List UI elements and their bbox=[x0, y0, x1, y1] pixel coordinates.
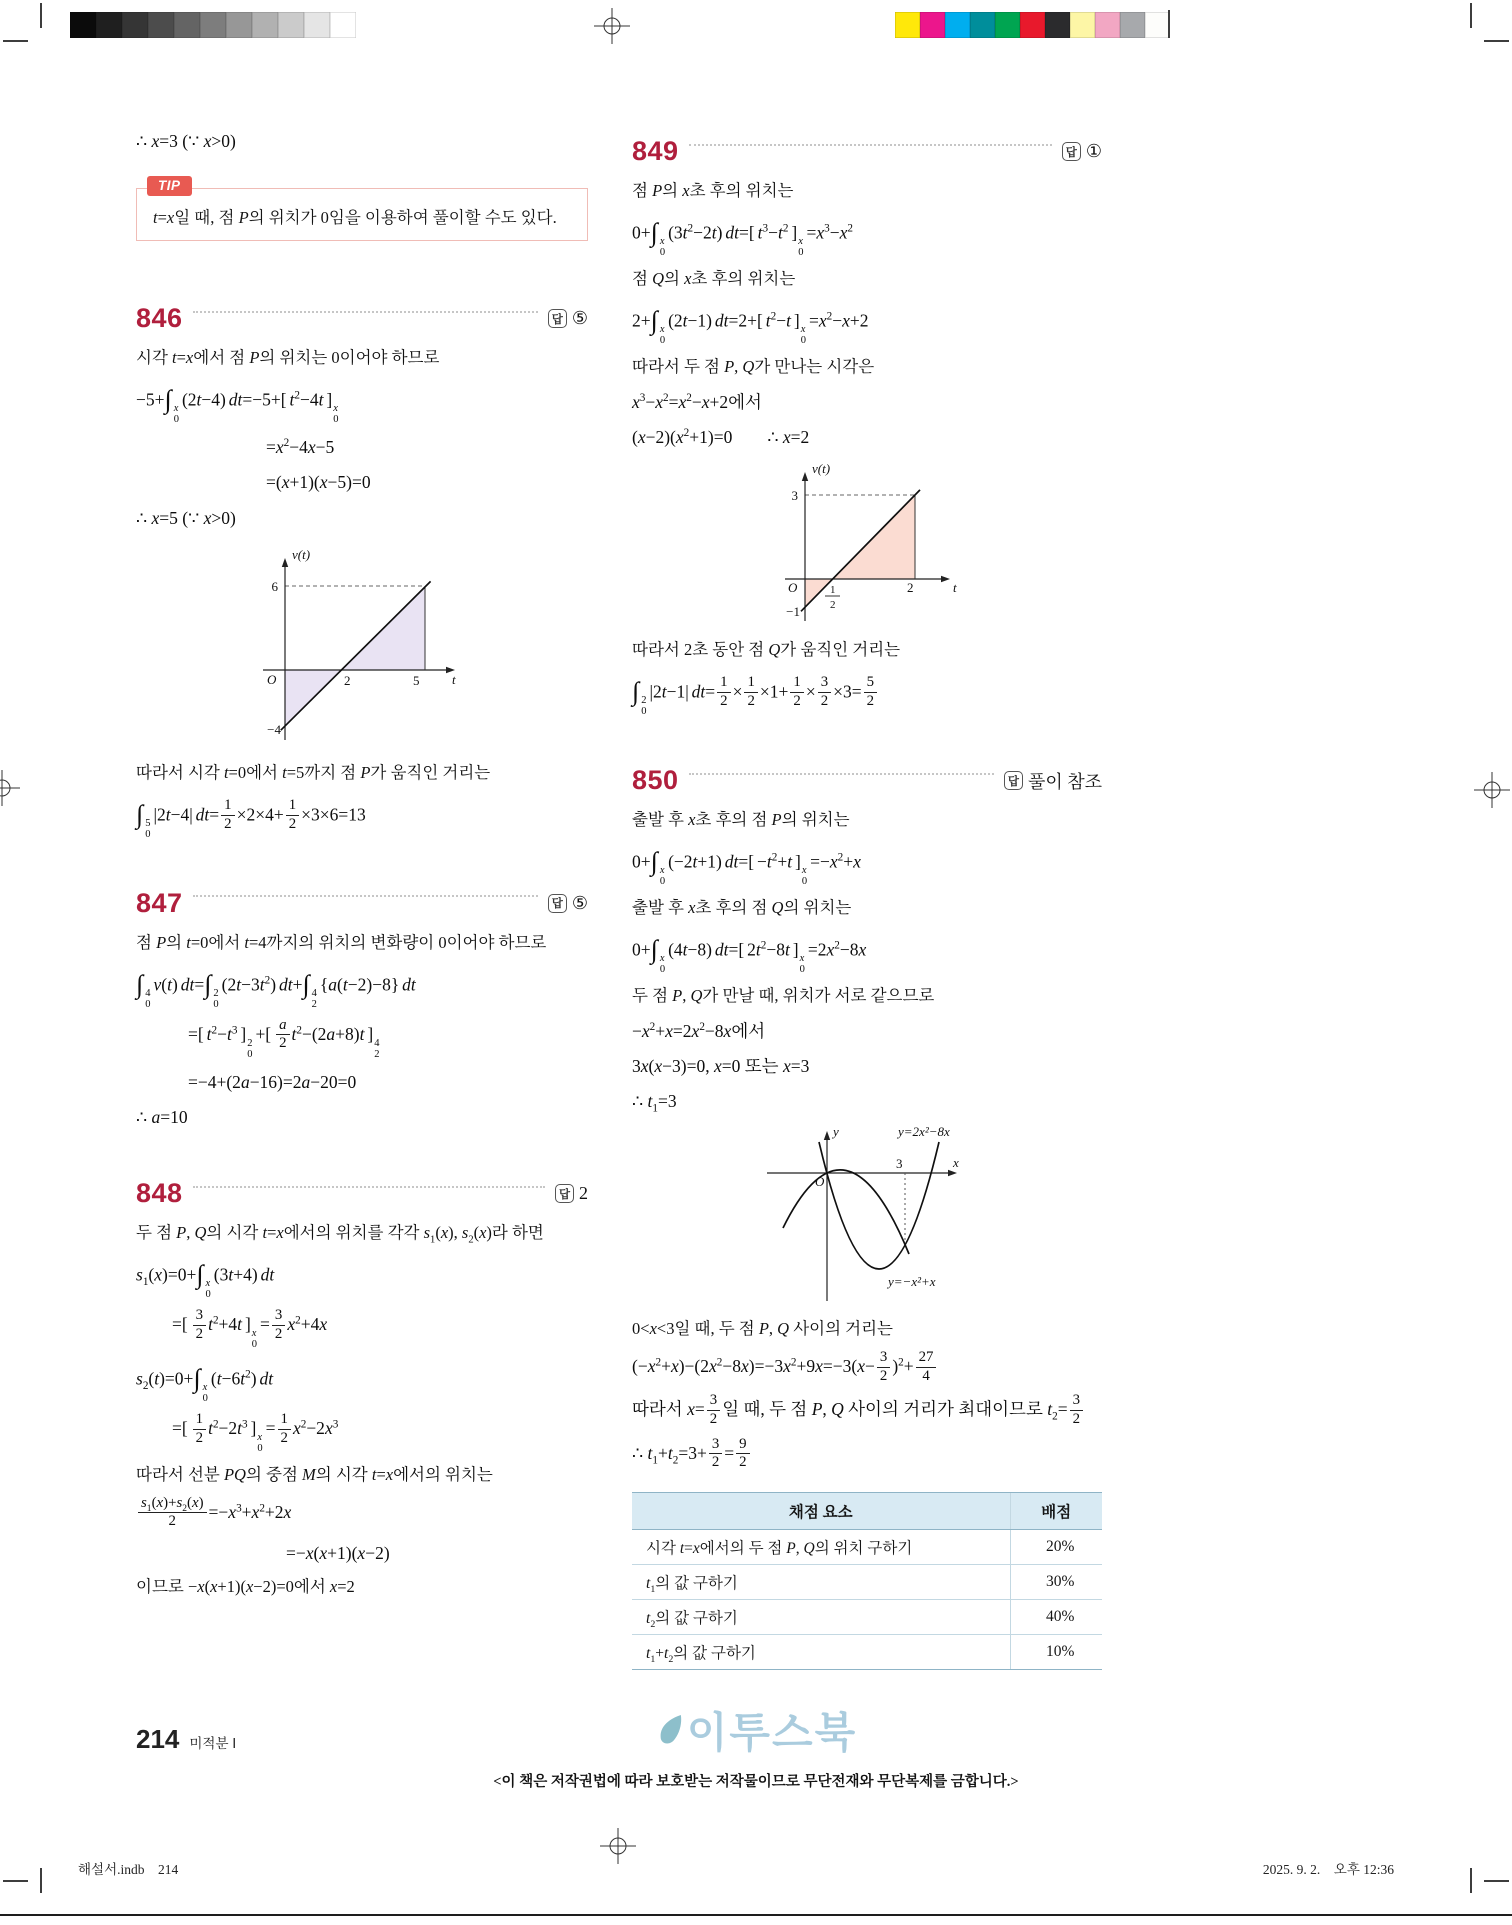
crop-mark bbox=[40, 3, 42, 28]
problem-number: 849 bbox=[632, 136, 679, 166]
problem-848 bbox=[136, 1178, 588, 1600]
math-line: =[ $\frac{1}{2}$ $t^2-2t^3$ ] x 0 = $\frac{1}{2}$ $x^2-2x^3$ bbox=[172, 1411, 339, 1455]
velocity-time-graph-849 bbox=[760, 459, 975, 629]
graph-v-axis-label: v(t) bbox=[811, 461, 830, 477]
math-line: 2+∫ x 0 (2t−1) dt=2+[ $t^2-t$ ] x 0 $=x^2-x+2$ bbox=[632, 305, 869, 346]
solution-text: 따라서 두 점 P, Q가 만나는 시각은 bbox=[632, 356, 875, 376]
graph-tick-half-den: 2 bbox=[829, 599, 835, 612]
solution-text: 이므로 −x(x+1)(x−2)=0에서 x=2 bbox=[136, 1577, 355, 1597]
problem-850 bbox=[632, 765, 1102, 1670]
math-line: $-x^2+x=2x^2-8x$에서 bbox=[632, 1020, 766, 1041]
answer-value: ⑤ bbox=[571, 308, 588, 329]
math-line: $=x^2-4x-5$ bbox=[266, 437, 335, 458]
answer-badge bbox=[1062, 141, 1102, 162]
answer-badge bbox=[548, 893, 588, 914]
answer-value: 풀이 참조 bbox=[1027, 771, 1102, 792]
math-line: ∴ $t_1=3$ bbox=[632, 1091, 677, 1115]
math-line: ∴ a=10 bbox=[136, 1106, 188, 1127]
graph-tick-3: 3 bbox=[791, 488, 798, 504]
answer-icon: 답 bbox=[548, 894, 567, 913]
page-footer bbox=[136, 1724, 236, 1755]
graph-origin-label: O bbox=[787, 580, 797, 596]
solution-text: 0<x<3일 때, 두 점 P, Q 사이의 거리는 bbox=[632, 1319, 893, 1339]
crop-mark bbox=[1484, 40, 1509, 42]
problem-number: 848 bbox=[136, 1178, 183, 1209]
problem-847 bbox=[136, 888, 588, 1130]
tip-text: t=x일 때, 점 P의 위치가 0임을 이용하여 풀이할 수도 있다. bbox=[153, 208, 557, 228]
graph-tick-6: 6 bbox=[271, 578, 278, 594]
left-column bbox=[136, 128, 588, 1609]
graph-tick-2: 2 bbox=[343, 672, 350, 688]
problem-number: 846 bbox=[136, 303, 183, 334]
math-line: −5+∫ x 0 (2t−4) dt=−5+[ $t^2-4t$ ] x 0 bbox=[136, 385, 339, 426]
crop-mark bbox=[1470, 3, 1472, 28]
copyright-notice: <이 책은 저작권법에 따라 보호받는 저작물이므로 무단전재와 무단복제를 금합니다.> bbox=[493, 1774, 1019, 1790]
solution-text: 점 Q의 x초 후의 위치는 bbox=[632, 268, 796, 288]
problem-847-header bbox=[136, 888, 588, 919]
graph-tick-half-num: 1 bbox=[829, 584, 835, 597]
right-column bbox=[632, 136, 1102, 1670]
solution-text: 출발 후 x초 후의 점 P의 위치는 bbox=[632, 810, 850, 830]
strip-end-mark bbox=[1168, 10, 1170, 38]
registration-mark-bottom bbox=[600, 1828, 636, 1864]
answer-badge bbox=[1004, 768, 1102, 794]
solution-text: 점 P의 t=0에서 t=4까지의 위치의 변화량이 0이어야 하므로 bbox=[136, 932, 547, 952]
math-line: 0+∫ x 0 (−2t+1) dt=[ $-t^2+t$ ] x 0 $=-x^2+x$ bbox=[632, 846, 861, 887]
problem-848-header bbox=[136, 1178, 588, 1209]
registration-mark-right bbox=[1474, 772, 1510, 808]
grading-criteria: 시각 t=x에서의 두 점 P, Q의 위치 구하기 bbox=[632, 1529, 1010, 1564]
grading-criteria: $t_1+t_2$의 값 구하기 bbox=[632, 1634, 1010, 1669]
math-line: ∫ 5 0 |2t−4| dt= $\frac{1}{2}$ ×2×4+ $\frac{1}{2}$ ×3×6=13 bbox=[136, 796, 366, 840]
math-line: 3x(x−3)=0, x=0 또는 x=3 bbox=[632, 1055, 810, 1076]
chapter-label: 미적분 Ⅰ bbox=[189, 1736, 237, 1751]
answer-icon: 답 bbox=[548, 309, 567, 328]
page-number: 214 bbox=[136, 1724, 180, 1754]
answer-icon: 답 bbox=[1004, 771, 1023, 790]
answer-value: ① bbox=[1085, 141, 1102, 161]
crop-mark bbox=[1470, 1868, 1472, 1893]
print-file-info: 해설서.indb 214 bbox=[78, 1862, 179, 1877]
math-line: =−4+(2a−16)=2a−20=0 bbox=[188, 1071, 357, 1092]
math-line: 0+∫ x 0 $(3t^2-2t)$ dt=[ $t^3-t^2$ ] x 0 $=x^3-x^2$ bbox=[632, 217, 853, 258]
math-line: =−x(x+1)(x−2) bbox=[286, 1543, 390, 1564]
math-line: $s_1(x)=0+\int$ x 0 (3t+4) dt bbox=[136, 1259, 275, 1301]
math-line: =[ $\frac{3}{2}$ $t^2+4t$ ] x 0 = $\frac{3}{2}$ $x^2+4x$ bbox=[172, 1307, 328, 1351]
graph-850-wrapper bbox=[632, 1123, 1102, 1308]
problem-number: 850 bbox=[632, 765, 679, 796]
math-line: $(x-2)(x^2+1)=0$ ∴ x=2 bbox=[632, 426, 810, 447]
grading-table-row bbox=[632, 1529, 1102, 1564]
solution-text: 두 점 P, Q가 만날 때, 위치가 서로 같으므로 bbox=[632, 985, 935, 1005]
math-line: $s_2(t)=0+\int$ x 0 $(t-6t^2)$ dt bbox=[136, 1364, 274, 1405]
curve-label-2x2-8x: y=2x²−8x bbox=[898, 1124, 950, 1140]
solution-text: 출발 후 x초 후의 점 Q의 위치는 bbox=[632, 897, 852, 917]
tip-label: TIP bbox=[147, 176, 192, 196]
problem-849 bbox=[632, 136, 1102, 717]
color-strip bbox=[895, 12, 1170, 38]
grading-points: 20% bbox=[1010, 1529, 1102, 1564]
math-line: ∴ $t_1+t_2=3+$ $\frac{3}{2}$ = $\frac{9}{2}$ bbox=[632, 1438, 1102, 1472]
graph-y-axis-label: y bbox=[833, 1124, 839, 1140]
grading-table-row bbox=[632, 1599, 1102, 1634]
grading-table-header-row bbox=[632, 1492, 1102, 1529]
dotted-leader bbox=[689, 773, 994, 775]
dotted-leader bbox=[193, 895, 538, 897]
answer-value: 2 bbox=[579, 1183, 588, 1204]
tip-box bbox=[136, 178, 588, 241]
grading-table bbox=[632, 1492, 1102, 1670]
grading-table-row bbox=[632, 1634, 1102, 1669]
graph-origin-label: O bbox=[266, 671, 276, 687]
answer-icon: 답 bbox=[1062, 142, 1081, 161]
print-datetime: 2025. 9. 2. 오후 12:36 bbox=[1262, 1862, 1394, 1877]
dotted-leader bbox=[193, 311, 538, 313]
grading-points: 30% bbox=[1010, 1564, 1102, 1599]
problem-846 bbox=[136, 303, 588, 840]
carryover-conclusion: ∴ x=3 (∵ x>0) bbox=[136, 131, 236, 151]
math-line: 따라서 x= $\frac{3}{2}$ 일 때, 두 점 P, Q 사이의 거리가 최대이므로 $t_2=$ $\frac{3}{2}$ bbox=[632, 1394, 1102, 1428]
solution-text: 점 P의 x초 후의 위치는 bbox=[632, 181, 794, 200]
solution-text: 따라서 2초 동안 점 Q가 움직인 거리는 bbox=[632, 640, 901, 660]
grading-criteria: $t_2$의 값 구하기 bbox=[632, 1599, 1010, 1634]
crop-mark bbox=[40, 1868, 42, 1893]
graph-t-axis-label: t bbox=[451, 671, 456, 687]
dotted-leader bbox=[689, 144, 1052, 146]
grayscale-strip bbox=[70, 12, 356, 38]
logo-text: 이투스북 bbox=[686, 1709, 858, 1756]
logo-leaf-icon bbox=[655, 1713, 685, 1747]
grading-table-row bbox=[632, 1564, 1102, 1599]
crop-mark bbox=[1484, 1880, 1509, 1882]
solution-text: 따라서 시각 t=0에서 t=5까지 점 P가 움직인 거리는 bbox=[136, 762, 491, 782]
graph-origin-label: O bbox=[815, 1174, 825, 1190]
answer-icon: 답 bbox=[555, 1184, 574, 1203]
velocity-time-graph-846 bbox=[245, 540, 480, 752]
publisher-logo bbox=[655, 1700, 857, 1760]
problem-850-header bbox=[632, 765, 1102, 796]
grading-header-criteria: 채점 요소 bbox=[632, 1492, 1010, 1529]
grading-header-points: 배점 bbox=[1010, 1492, 1102, 1529]
graph-t-axis-label: t bbox=[952, 580, 957, 596]
math-line: ∴ x=5 (∵ x>0) bbox=[136, 507, 236, 528]
graph-tick-neg1: −1 bbox=[785, 604, 800, 620]
solution-text: 따라서 선분 PQ의 중점 M의 시각 t=x에서의 위치는 bbox=[136, 1465, 493, 1485]
graph-tick-5: 5 bbox=[412, 672, 419, 688]
crop-mark bbox=[3, 40, 28, 42]
position-curves-graph-850 bbox=[752, 1123, 982, 1308]
curve-label-neg-x2-x: y=−x²+x bbox=[888, 1274, 936, 1290]
answer-badge bbox=[548, 308, 588, 329]
graph-tick-neg4: −4 bbox=[266, 721, 281, 737]
math-line: ∫ 2 0 |2t−1| dt= $\frac{1}{2}$ × $\frac{1}{2}$ ×1+ $\frac{1}{2}$ × $\frac{3}{2}$ ×3= $\frac{5}{2}$ bbox=[632, 672, 1102, 717]
math-line: ∫ 4 0 v(t) dt=∫ 2 0 $(2t-3t^2)$ dt+∫ 4 2 {a(t−2)−8} dt bbox=[136, 969, 416, 1010]
registration-mark-left bbox=[0, 770, 20, 806]
graph-846-wrapper bbox=[136, 540, 588, 752]
math-line: $(-x^2+x)-(2x^2-8x)=-3x^2+9x=-3(x-$ $\frac{3}{2}$ )$^2$+ $\frac{27}{4}$ bbox=[632, 1351, 1102, 1385]
grading-criteria: $t_1$의 값 구하기 bbox=[632, 1564, 1010, 1599]
math-line: =(x+1)(x−5)=0 bbox=[266, 472, 371, 493]
problem-846-header bbox=[136, 303, 588, 334]
problem-849-header bbox=[632, 136, 1102, 167]
page-bottom-edge bbox=[0, 1914, 1512, 1916]
graph-v-axis-label: v(t) bbox=[291, 546, 310, 562]
grading-points: 40% bbox=[1010, 1599, 1102, 1634]
graph-tick-2: 2 bbox=[906, 580, 913, 596]
dotted-leader bbox=[193, 1186, 545, 1188]
math-line: $x^3-x^2=x^2-x+2$에서 bbox=[632, 391, 762, 412]
solution-text: 시각 t=x에서 점 P의 위치는 0이어야 하므로 bbox=[136, 348, 440, 368]
grading-points: 10% bbox=[1010, 1634, 1102, 1669]
solution-text: 두 점 P, Q의 시각 t=x에서의 위치를 각각 $s_1(x)$, $s_2(x)$라 하면 bbox=[136, 1223, 544, 1246]
graph-tick-3: 3 bbox=[896, 1156, 903, 1172]
problem-number: 847 bbox=[136, 887, 183, 918]
answer-value: ⑤ bbox=[571, 892, 588, 913]
math-line: 0+∫ x 0 (4t−8) dt=[ $2t^2-8t$ ] x 0 $=2x^2-8x$ bbox=[632, 934, 867, 975]
crop-mark bbox=[3, 1880, 28, 1882]
graph-x-axis-label: x bbox=[953, 1155, 959, 1171]
graph-849-wrapper bbox=[632, 459, 1102, 629]
math-line: $\frac{s_1(x)+s_2(x)}{2}$ $=-x^3+x^2+2x$ bbox=[136, 1497, 588, 1531]
math-line: =[ $t^2-t^3$ ] 2 0 +[ $\frac{a}{2}$ $t^2-(2a+8)t$ ] 4 2 bbox=[188, 1016, 380, 1060]
registration-mark-top bbox=[594, 8, 630, 44]
answer-badge bbox=[555, 1183, 588, 1204]
